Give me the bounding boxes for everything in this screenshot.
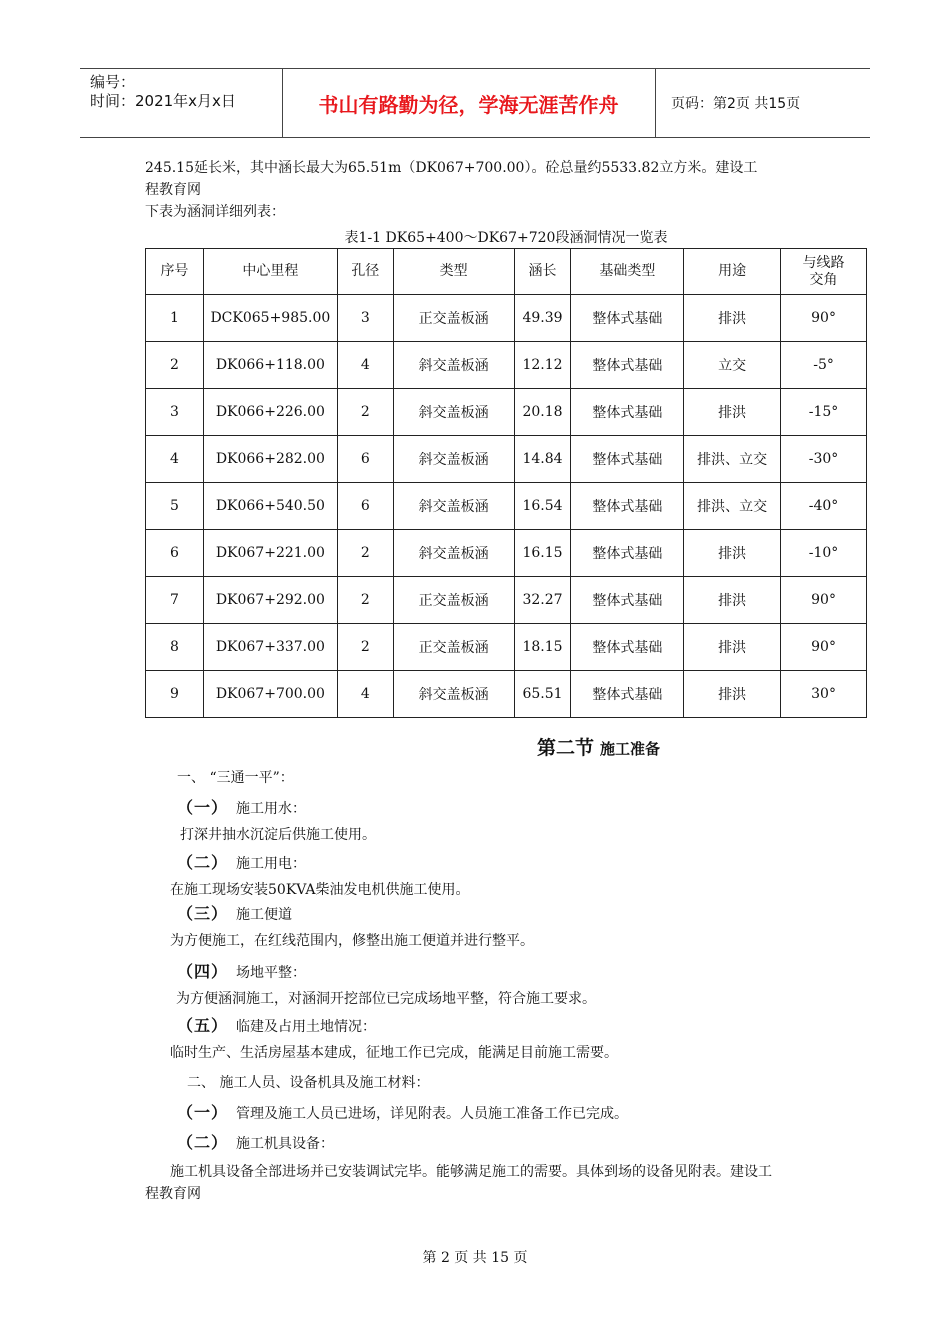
table-cell: 排洪 (684, 671, 781, 718)
table-cell: 正交盖板涵 (393, 577, 514, 624)
table-cell: 斜交盖板涵 (393, 436, 514, 483)
table-cell: 4 (337, 342, 393, 389)
page-header (80, 68, 870, 138)
table-cell: 整体式基础 (571, 295, 684, 342)
subsection-title: 临建及占用土地情况： (236, 1019, 377, 1035)
table-cell: 斜交盖板涵 (393, 530, 514, 577)
header-page-info (663, 69, 870, 137)
table-row (146, 577, 867, 624)
subsection-3 (177, 904, 292, 925)
table-cell: 斜交盖板涵 (393, 389, 514, 436)
table-cell: DK067+337.00 (203, 624, 337, 671)
header-meta (80, 69, 282, 137)
table-cell: 立交 (684, 342, 781, 389)
table-cell: 斜交盖板涵 (393, 671, 514, 718)
table-cell: 整体式基础 (571, 342, 684, 389)
table-cell: 16.15 (514, 530, 571, 577)
table-cell: 整体式基础 (571, 671, 684, 718)
table-cell: 2 (337, 624, 393, 671)
heading-2: 二、 施工人员、设备机具及施工材料： (187, 1075, 430, 1091)
table-cell: DK066+226.00 (203, 389, 337, 436)
section-title (537, 733, 660, 760)
table-cell: -5° (781, 342, 867, 389)
section-number: 第二节 (537, 737, 595, 759)
table-cell: -10° (781, 530, 867, 577)
table-cell: 16.54 (514, 483, 571, 530)
subsection-title: 场地平整： (236, 965, 307, 981)
subsection-2-1 (177, 1103, 628, 1124)
table-cell: 正交盖板涵 (393, 295, 514, 342)
table-cell: 2 (337, 530, 393, 577)
intro-line-2: 程教育网 (145, 182, 201, 198)
table-cell: 斜交盖板涵 (393, 483, 514, 530)
table-cell: 6 (337, 436, 393, 483)
table-cell: 排洪 (684, 577, 781, 624)
header-aperture: 孔径 (337, 249, 393, 295)
table-cell: 排洪、立交 (684, 483, 781, 530)
table-cell: DK066+540.50 (203, 483, 337, 530)
subsection-title: 施工机具设备： (236, 1136, 335, 1152)
table-caption: 表1-1 DK65+400～DK67+720段涵洞情况一览表 (344, 230, 668, 246)
table-row (146, 624, 867, 671)
subsection-number: （五） (177, 1016, 229, 1035)
table-cell: 90° (781, 577, 867, 624)
subsection-2-2-text-line2: 程教育网 (145, 1186, 201, 1202)
table-cell: 5 (146, 483, 204, 530)
table-cell: 排洪 (684, 389, 781, 436)
table-cell: 排洪 (684, 624, 781, 671)
table-body (146, 295, 867, 718)
subsection-title: 施工用电： (236, 856, 307, 872)
table-row (146, 530, 867, 577)
table-cell: 32.27 (514, 577, 571, 624)
page-info-text: 页码：第2页 共15页 (671, 96, 801, 112)
table-cell: DCK065+985.00 (203, 295, 337, 342)
table-cell: 排洪、立交 (684, 436, 781, 483)
table-cell: DK067+700.00 (203, 671, 337, 718)
date-label: 时间：2021年x月x日 (90, 92, 236, 110)
table-cell: -30° (781, 436, 867, 483)
table-cell: 整体式基础 (571, 624, 684, 671)
header-index: 序号 (146, 249, 204, 295)
header-angle (781, 249, 867, 295)
table-row (146, 436, 867, 483)
table-cell: 整体式基础 (571, 530, 684, 577)
table-cell: 2 (146, 342, 204, 389)
header-foundation: 基础类型 (571, 249, 684, 295)
subsection-2-2 (177, 1133, 334, 1154)
subsection-5-text: 临时生产、生活房屋基本建成，征地工作已完成，能满足目前施工需要。 (170, 1045, 618, 1061)
header-length: 涵长 (514, 249, 571, 295)
table-cell: 9 (146, 671, 204, 718)
table-row (146, 671, 867, 718)
table-cell: 49.39 (514, 295, 571, 342)
table-cell: 6 (146, 530, 204, 577)
subsection-1-text: 打深井抽水沉淀后供施工使用。 (180, 827, 376, 843)
table-cell: 30° (781, 671, 867, 718)
subsection-1 (177, 798, 306, 819)
table-cell: 整体式基础 (571, 436, 684, 483)
table-cell: -15° (781, 389, 867, 436)
header-motto: 书山有路勤为径，学海无涯苦作舟 (318, 92, 619, 117)
subsection-5 (177, 1016, 376, 1037)
section-name: 施工准备 (600, 740, 661, 758)
intro-line-3: 下表为涵洞详细列表： (145, 204, 285, 220)
subsection-2-text: 在施工现场安装50KVA柴油发电机供施工使用。 (170, 882, 470, 898)
header-mileage: 中心里程 (203, 249, 337, 295)
table-cell: DK066+282.00 (203, 436, 337, 483)
table-row (146, 389, 867, 436)
table-cell: 正交盖板涵 (393, 624, 514, 671)
table-cell: 斜交盖板涵 (393, 342, 514, 389)
table-row (146, 295, 867, 342)
subsection-4 (177, 962, 306, 983)
table-cell: 1 (146, 295, 204, 342)
table-cell: 65.51 (514, 671, 571, 718)
table-cell: 14.84 (514, 436, 571, 483)
subsection-2-2-text-line1: 施工机具设备全部进场并已安装调试完毕。能够满足施工的需要。具体到场的设备见附表。建设工 (170, 1164, 772, 1180)
table-cell: 2 (337, 389, 393, 436)
header-type: 类型 (393, 249, 514, 295)
subsection-title: 施工用水： (236, 801, 307, 817)
table-cell: DK067+292.00 (203, 577, 337, 624)
header-divider (655, 69, 656, 137)
number-label: 编号： (90, 73, 136, 91)
subsection-number: （三） (177, 904, 229, 923)
table-cell: 3 (337, 295, 393, 342)
subsection-title: 施工便道 (236, 907, 293, 923)
table-cell: 整体式基础 (571, 483, 684, 530)
subsection-4-text: 为方便涵洞施工，对涵洞开挖部位已完成场地平整，符合施工要求。 (176, 991, 596, 1007)
table-cell: 整体式基础 (571, 389, 684, 436)
table-cell: 2 (337, 577, 393, 624)
header-angle-line2: 交角 (809, 271, 838, 288)
table-cell: DK066+118.00 (203, 342, 337, 389)
table-row (146, 342, 867, 389)
table-cell: 90° (781, 624, 867, 671)
table-cell: 18.15 (514, 624, 571, 671)
table-cell: 整体式基础 (571, 577, 684, 624)
table-cell: 90° (781, 295, 867, 342)
table-cell: DK067+221.00 (203, 530, 337, 577)
table-row (146, 483, 867, 530)
intro-line-1: 245.15延长米，其中涵长最大为65.51m（DK067+700.00）。砼总量约5533.82立方米。建设工 (145, 160, 758, 176)
table-cell: -40° (781, 483, 867, 530)
table-cell: 6 (337, 483, 393, 530)
subsection-title: 管理及施工人员已进场，详见附表。人员施工准备工作已完成。 (236, 1106, 629, 1122)
table-cell: 4 (337, 671, 393, 718)
subsection-3-text: 为方便施工，在红线范围内，修整出施工便道并进行整平。 (170, 933, 534, 949)
table-cell: 3 (146, 389, 204, 436)
table-cell: 12.12 (514, 342, 571, 389)
culvert-table (145, 248, 867, 718)
heading-1: 一、 “三通一平”： (177, 770, 294, 786)
subsection-2 (177, 853, 306, 874)
subsection-number: （二） (177, 1133, 229, 1152)
table-cell: 8 (146, 624, 204, 671)
table-header-row (146, 249, 867, 295)
page-footer: 第 2 页 共 15 页 (422, 1250, 528, 1266)
table-cell: 排洪 (684, 530, 781, 577)
table-cell: 7 (146, 577, 204, 624)
subsection-number: （二） (177, 853, 229, 872)
table-cell: 排洪 (684, 295, 781, 342)
subsection-number: （一） (177, 1103, 229, 1122)
subsection-number: （四） (177, 962, 229, 981)
table-cell: 20.18 (514, 389, 571, 436)
header-angle-line1: 与线路 (802, 254, 845, 271)
header-purpose: 用途 (684, 249, 781, 295)
subsection-number: （一） (177, 798, 229, 817)
table-cell: 4 (146, 436, 204, 483)
